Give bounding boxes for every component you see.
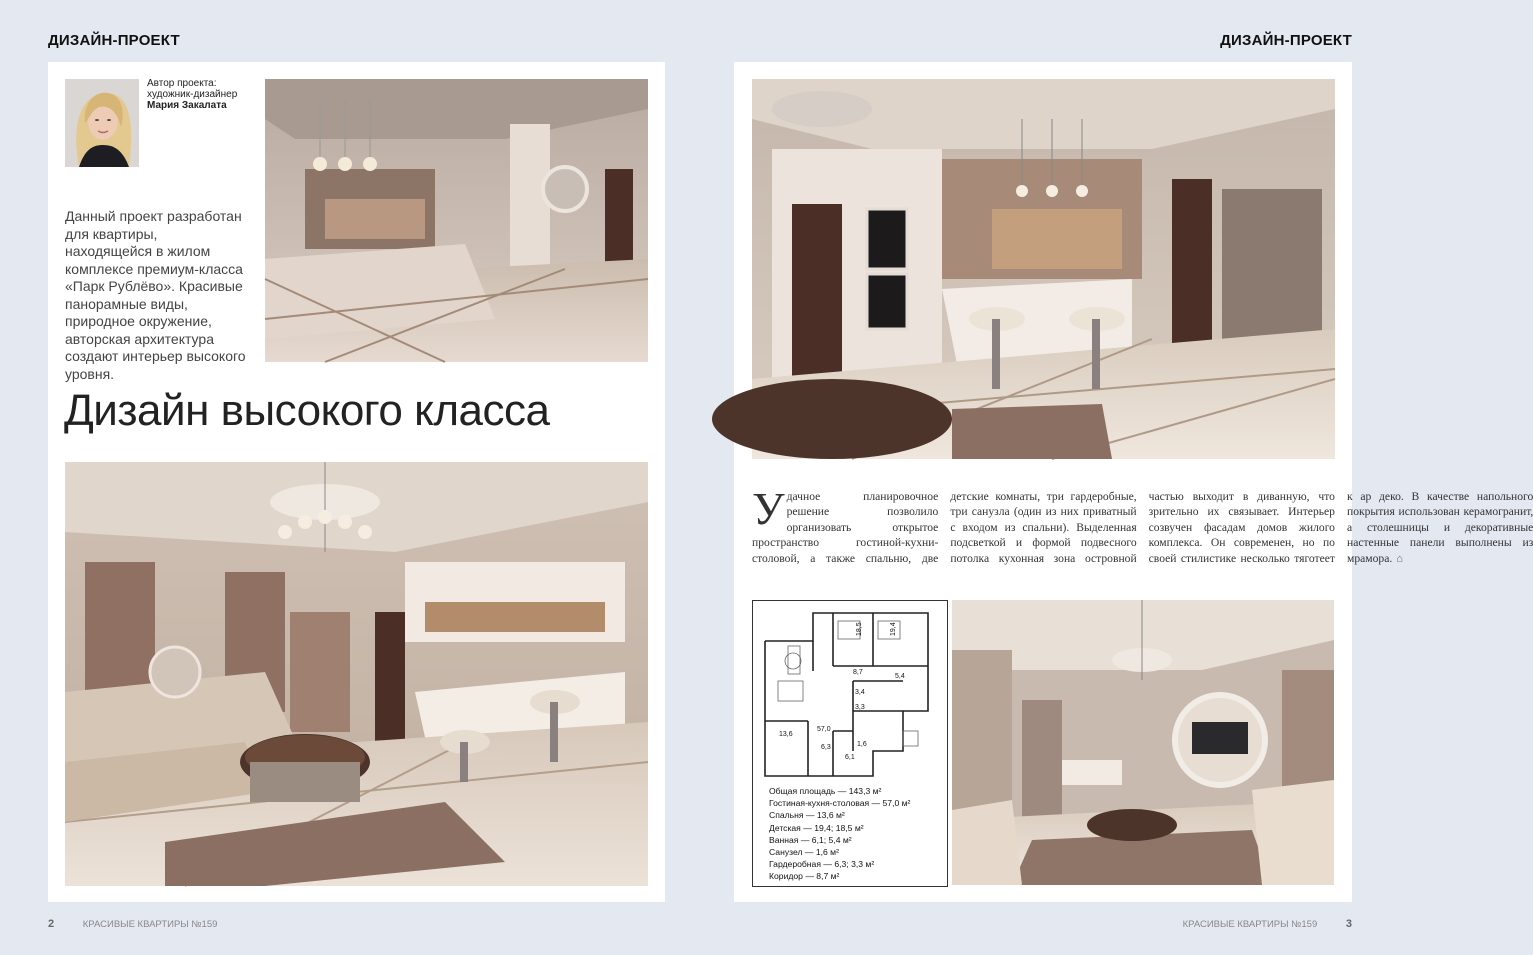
spec-line: Общая площадь — 143,3 м² — [769, 786, 882, 796]
author-caption: Автор проекта: — [147, 78, 217, 89]
author-credit — [147, 78, 237, 111]
author-name: Мария Закалата — [147, 100, 227, 111]
plan-room-label: 6,1 — [845, 754, 855, 761]
plan-room-label: 57,0 — [817, 726, 831, 733]
author-portrait — [65, 79, 139, 167]
plan-specs — [769, 785, 910, 883]
photo-kitchen — [265, 79, 648, 362]
article-body — [752, 483, 1533, 579]
spec-line: Ванная — 6,1; 5,4 м² — [769, 834, 852, 845]
spec-line: Детская — 19,4; 18,5 м² — [769, 822, 864, 833]
footer-right — [1183, 918, 1352, 930]
plan-room-label: 5,4 — [895, 673, 905, 680]
page-number-right: 3 — [1345, 918, 1352, 930]
section-header-left: ДИЗАЙН-ПРОЕКТ — [48, 32, 180, 49]
intro-text: Данный проект разработан для квартиры, находящейся в жилом комплексе премиум-класса «Парк Рублёво». Красивые панорамные виды, природное окружение, авторская архитектура создают интерьер высокого уровня. — [65, 208, 246, 382]
page-number-left: 2 — [48, 918, 55, 930]
spec-line: Санузел — 1,6 м² — [769, 847, 839, 858]
spec-line: Гостиная-кухня-столовая — 57,0 м² — [769, 798, 911, 809]
photo-living-tv — [952, 600, 1334, 885]
plan-room-label: 3,3 — [855, 704, 865, 711]
photo-living-room — [65, 462, 648, 886]
spec-line: Коридор — 8,7 м² — [769, 871, 840, 882]
plan-room-label: 19,4 — [890, 622, 897, 636]
plan-room-label: 1,6 — [857, 741, 867, 748]
magazine-name-right: КРАСИВЫЕ КВАРТИРЫ №159 — [1182, 919, 1318, 930]
magazine-name-left: КРАСИВЫЕ КВАРТИРЫ №159 — [82, 919, 218, 930]
author-role: художник-дизайнер — [147, 89, 238, 100]
floor-plan — [752, 600, 948, 887]
plan-room-label: 6,3 — [821, 744, 831, 751]
section-header-right: ДИЗАЙН-ПРОЕКТ — [1220, 32, 1352, 49]
photo-kitchen-bar — [752, 79, 1335, 459]
dropcap: У — [752, 483, 785, 534]
plan-room-label: 18,5 — [856, 622, 863, 636]
article-title: Дизайн высокого класса — [64, 386, 550, 435]
plan-room-label: 8,7 — [853, 669, 863, 676]
plan-room-label: 13,6 — [779, 731, 793, 738]
spec-line: Гардеробная — 6,3; 3,3 м² — [769, 859, 875, 870]
article-body-text: дачное планировочное решение позволило организовать открытое пространство гостиной-кухни-столовой, а также спальню, две детские комнаты, три гардеробные, три санузла (один из них приватный с входом из спальни). Выделенная подсветкой и формой подвесного потолка кухонная зона островной частью выходит в диванную, что зрительно их связывает. Интерьер созвучен фасадам домов жилого комплекса. Он современен, но по своей стилистике несколько тяготеет к ар деко. В качестве напольного покрытия использован керамогранит, а столешницы и декоративные настенные панели выполнены из мрамора. — [752, 490, 1533, 565]
plan-room-label: 3,4 — [855, 689, 865, 696]
spec-line: Спальня — 13,6 м² — [769, 810, 845, 821]
end-mark-icon: ⌂ — [1396, 552, 1403, 565]
footer-left — [48, 918, 217, 930]
